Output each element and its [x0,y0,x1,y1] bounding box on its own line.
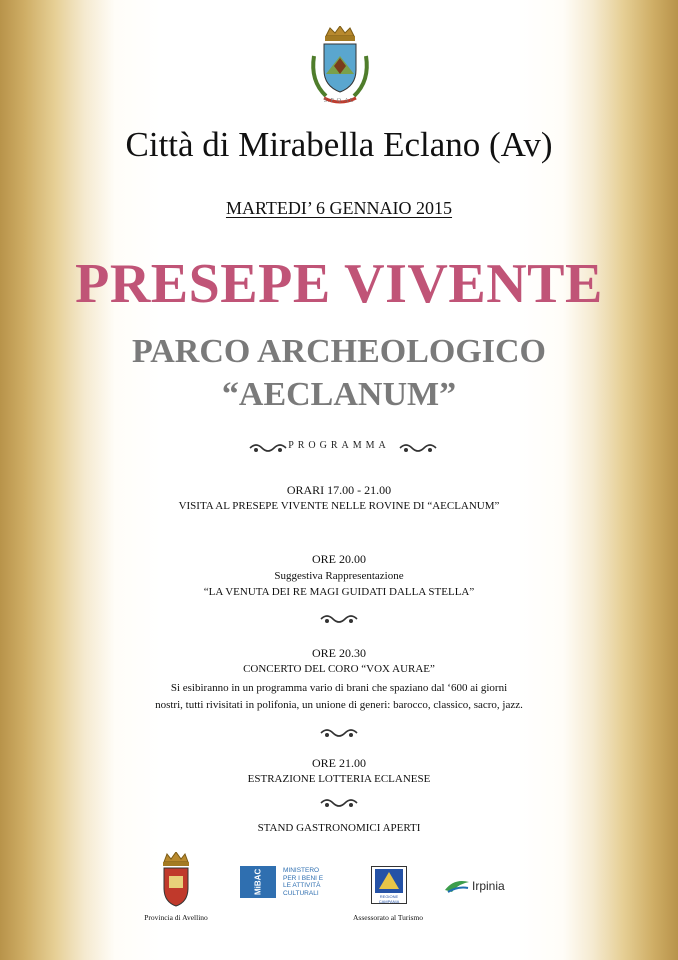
programma-heading: PROGRAMMA [288,440,390,451]
spqr-caption: S.P.Q.AE [323,98,355,104]
block1-time: ORARI 17.00 - 21.00 [286,483,392,497]
block4-desc: ESTRAZIONE LOTTERIA ECLANESE [247,773,431,785]
block5-desc: STAND GASTRONOMICI APERTI [257,822,421,834]
block4-time: ORE 21.00 [312,756,366,770]
event-date [0,198,678,219]
event-title: PRESEPE VIVENTE [75,253,603,315]
irpinia-logo-text: Irpinia [472,879,505,893]
ornament-divider-2-icon [319,726,359,740]
mibac-caption-line1: MINISTERO [283,867,320,874]
city-title: Città di Mirabella Eclano (Av) [125,125,553,164]
block1-desc: VISITA AL PRESEPE VIVENTE NELLE ROVINE DI “AECLANUM” [178,500,500,512]
event-date-text: MARTEDI’ 6 GENNAIO 2015 [225,198,453,218]
assessorato-caption: Assessorato al Turismo [352,913,423,922]
ornament-divider-1-icon [319,612,359,626]
venue-line-1: PARCO ARCHEOLOGICO [131,333,546,370]
irpinia-logo [444,876,536,898]
block2-time: ORE 20.00 [312,552,366,566]
ornament-right-icon [398,441,438,455]
block3-title: CONCERTO DEL CORO “VOX AURAE” [243,663,435,675]
irpinia-leaf-icon [444,878,470,894]
provincia-caption: Provincia di Avellino [144,913,208,922]
provincia-crest-icon [158,852,194,908]
ornament-divider-3-icon [319,796,359,810]
mibac-caption-line2: PER I BENI E [283,874,324,882]
mibac-logo [240,866,276,898]
block3-time: ORE 20.30 [312,646,366,660]
block2-subtitle: Suggestiva Rappresentazione [274,570,404,582]
mibac-caption-line4: CULTURALI [283,889,319,897]
regione-logo-text: REGIONE CAMPANIA [378,894,400,904]
block2-desc: “LA VENUTA DEI RE MAGI GUIDATI DALLA STELLA” [203,586,475,598]
mibac-caption-line3: LE ATTIVITÀ [283,882,321,889]
mibac-logo-text: MiBAC [253,868,263,896]
mibac-caption [283,867,323,897]
block3-line1: Si esibiranno in un programma vario di brani che spaziano dal ‘600 ai giorni [170,682,508,694]
venue-line-2: “AECLANUM” [221,376,457,413]
regione-shield-icon [375,869,403,893]
block3-line2: nostri, tutti rivisitati in polifonia, un unione di generi: barocco, classico, sacro, jazz. [155,699,523,711]
regione-campania-logo [371,866,407,904]
